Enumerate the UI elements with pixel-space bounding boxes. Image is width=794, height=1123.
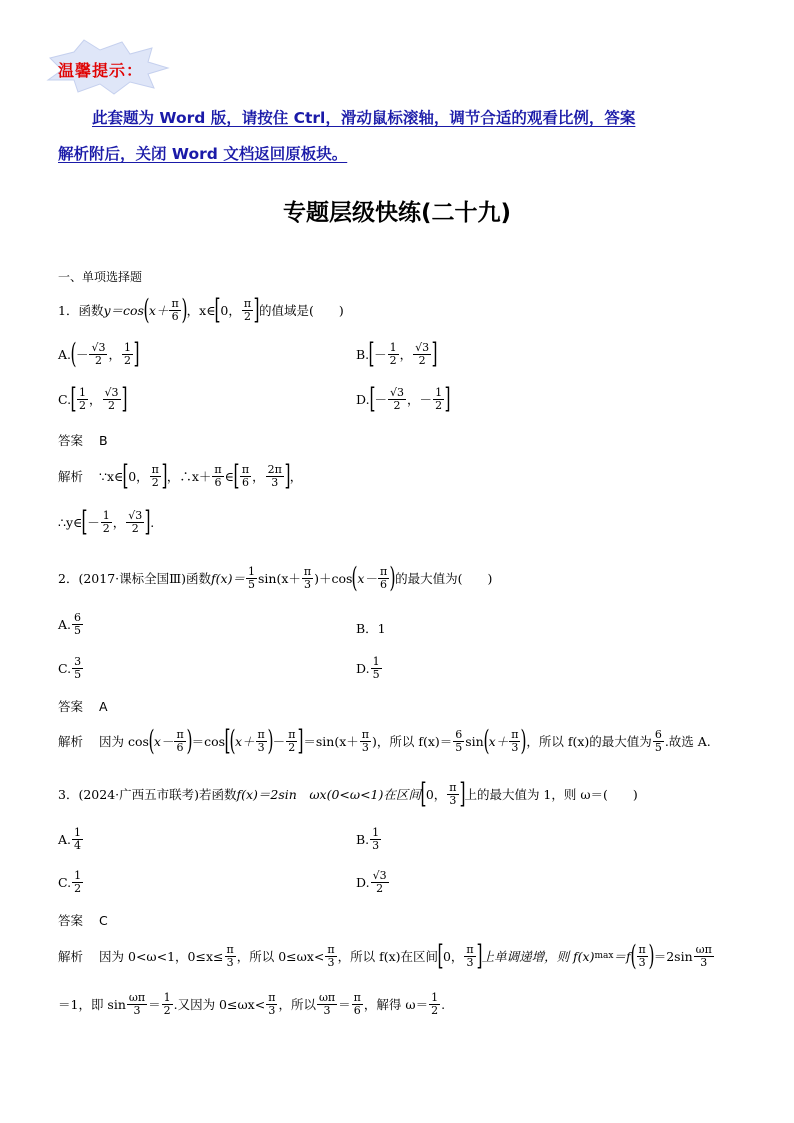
option-label: D. [356,874,370,890]
option-label: B. [356,346,370,362]
q3-option-a[interactable] [58,827,84,851]
den: 3 [372,838,380,852]
num: √3 [104,385,119,399]
den: 3 [449,793,457,807]
analysis-label: 解析 [58,469,84,484]
den: 6 [176,740,184,754]
text: ，所以 [278,997,316,1013]
fraction [317,992,337,1016]
text: . [150,514,155,530]
bracket-close: ] [253,293,260,326]
bracket-close: ] [476,939,483,972]
q2-option-c[interactable] [58,656,84,680]
section-heading: 一、单项选择题 [58,270,143,284]
text: . [441,996,446,1012]
den: 3 [466,955,474,969]
bracket-close: ] [431,337,438,370]
option-label: B．1 [356,621,386,636]
text: ＝f [613,949,631,964]
num: π [226,942,234,956]
fraction [127,992,147,1016]
option-label: D. [356,660,370,676]
answer-value: C [99,913,108,928]
text: ， [289,469,303,484]
den: 2 [79,398,87,412]
text: .故选 A. [664,734,711,749]
num: ωπ [318,991,336,1004]
q1-stem [58,293,344,326]
paren-close: ) [648,939,655,972]
q2-answer [58,697,108,715]
q1-option-b[interactable]: B. [ － $\frac{1}{2}$ ， $\frac{√3}{2}$ ] [356,337,438,370]
fraction [637,944,648,968]
paren-open: ( [148,724,155,757]
num: π [449,780,457,794]
q1-stem-text: 1．函数 [58,303,104,318]
fraction [653,729,664,753]
den: 2 [389,353,397,367]
text: ，解得 ω＝ [363,997,429,1013]
text: ，所以 f(x)在区间 [337,949,438,964]
num: π [353,991,361,1004]
num: 1 [431,991,439,1004]
num: 1 [372,655,380,668]
bracket-close: ] [133,337,140,370]
den: 3 [257,740,265,754]
bracket-open: [ [224,724,231,757]
text: ∈ [224,468,234,484]
q1-stem-domain: ，x∈ [186,303,216,318]
num: 1 [435,385,443,399]
den: 2 [131,521,139,535]
answer-label: 答案 [58,433,84,448]
fraction [266,464,284,488]
option-label: B. [356,831,370,847]
fraction [302,566,313,590]
fraction [388,387,406,411]
fraction [101,510,112,534]
q3-answer [58,911,108,929]
bracket-close: ] [297,724,304,757]
num: π [257,727,265,741]
q2-option-b[interactable] [356,619,386,637]
num: 1 [372,826,380,839]
den: 3 [271,475,279,489]
num: √3 [415,340,430,354]
fraction [212,464,223,488]
paren-close: ) [267,724,274,757]
den: 5 [74,667,82,681]
text: .又因为 0≤ωx< [173,997,266,1013]
den: 5 [455,740,463,754]
num: 1 [389,340,397,354]
num: π [288,727,296,741]
den: 5 [247,577,255,591]
den: 2 [393,398,401,412]
q1-stem-end: 的值域是( ) [259,303,344,318]
notice-line-2[interactable]: 解析附后，关闭 Word 文档返回原板块。 [58,145,348,163]
text: ＝ [338,997,351,1013]
fraction [256,729,267,753]
den: 3 [133,1003,141,1017]
num: 2π [267,462,282,476]
fraction [150,464,161,488]
text: sin(x＋ [257,571,301,586]
num: π [466,942,474,956]
den: 2 [124,353,131,367]
bracket-open: [ [81,505,88,538]
fraction [77,387,88,411]
fraction [352,992,363,1016]
fraction [388,342,399,366]
fraction [509,729,520,753]
den: 4 [74,838,82,852]
q1-stem-func: y＝cos [103,303,144,318]
text: 上单调递增，则 f(x) [481,949,595,964]
subscript-max: max [594,951,614,961]
fraction [447,782,458,806]
den: 6 [380,577,388,591]
den: 2 [151,475,159,489]
option-label: C. [58,874,72,890]
fraction [246,566,257,590]
q3-analysis-line2 [58,992,445,1016]
den: 3 [323,1003,331,1017]
fraction [225,944,236,968]
q1-analysis-line1: 解析 ∵x∈ [ 0， $\frac{\pi}{2}$ ] ，∴x＋ $\frac{\pi}{6}$ ∈ [ $\frac{\pi}{6}$ ， $\frac{2\pi}{3}$ ] ， [58,459,303,492]
option-label: A. [58,346,72,362]
fraction [240,464,251,488]
q2-option-a[interactable] [58,612,84,636]
text: ＝1，即 sin [58,997,126,1013]
bracket-open: [ [122,459,129,492]
num: 6 [654,727,662,741]
num: √3 [91,340,106,354]
den: 6 [214,475,222,489]
fraction [371,656,382,680]
fraction [453,729,464,753]
fraction [72,612,83,636]
bracket-close: ] [161,459,168,492]
bracket-open: [ [437,939,444,972]
den: 2 [435,398,443,412]
text: 0， [128,469,149,484]
fraction [325,944,336,968]
bracket-open: [ [368,337,375,370]
text: 2．(2017·课标全国Ⅲ)函数 [58,571,212,586]
den: 3 [303,577,311,591]
minus: － [374,392,388,407]
paren-close: ) [520,724,527,757]
text: )，所以 f(x)＝ [371,734,453,749]
fraction [72,656,83,680]
fraction [371,870,389,894]
paren-close: ) [389,561,396,594]
text: f(x)＝ [211,571,245,586]
den: 3 [226,955,234,969]
fraction [464,944,475,968]
num: π [241,462,250,476]
num: ωπ [695,942,712,956]
fraction [370,827,381,851]
q3-option-c[interactable] [58,870,84,894]
q2-stem [58,561,493,594]
text: ，所以 0≤ωx< [236,949,325,964]
den: 6 [241,475,249,489]
den: 2 [288,740,296,754]
text: 因为 cos [99,734,149,749]
analysis-label: 解析 [58,734,84,749]
den: 2 [108,398,116,412]
q1-option-d[interactable]: D. [ － $\frac{√3}{2}$ ， － $\frac{1}{2}$ ] [356,382,451,415]
bracket-close: ] [144,505,151,538]
q1-stem-x: x＋ [148,303,169,318]
text: ＝sin(x＋ [303,734,359,749]
fraction [429,992,440,1016]
num: π [638,942,646,956]
den: 2 [102,521,110,535]
fraction [162,992,173,1016]
den: 2 [431,1003,439,1017]
text: 0， [425,787,447,802]
den: 5 [372,667,380,681]
num: π [511,727,519,741]
bracket-close: ] [458,777,465,810]
q1-stem-zero: 0， [220,303,241,318]
q3-option-b[interactable] [356,827,382,851]
paren-open: ( [483,724,490,757]
num: π [379,564,388,578]
text: ＝ [148,997,161,1013]
num: π [151,462,159,476]
text: x＋ [488,734,509,749]
den: 3 [268,1003,276,1017]
num: 1 [247,564,255,578]
num: π [303,564,312,578]
warm-tip-label: 温馨提示： [58,61,144,80]
bracket-open: [ [214,293,221,326]
den: 2 [94,353,102,367]
fraction [174,729,185,753]
bracket-open: [ [233,459,240,492]
fraction [72,827,83,851]
page-title: 专题层级快练(二十九) [282,200,512,226]
num: 1 [74,826,82,839]
paren-open: ( [143,293,150,326]
text: ＝cos [191,734,226,749]
text: ＝2sin [653,949,693,964]
den: 2 [243,309,251,323]
text: 上的最大值为 1，则 ω＝( ) [464,787,638,802]
text: － [272,734,286,749]
answer-label: 答案 [58,913,84,928]
text: ∴y∈ [58,514,83,530]
answer-value: A [99,699,108,714]
answer-value: B [99,433,108,448]
option-label: A. [58,616,72,632]
warm-tip-badge [44,38,172,96]
option-label: D. [356,391,370,407]
fraction [413,342,431,366]
paren-close: ) [181,293,188,326]
num: √3 [390,385,405,399]
den: 3 [700,955,708,969]
minus: － [419,392,433,407]
text: 的最大值为( ) [395,571,493,586]
text: ∵x∈ [99,468,124,484]
den: 6 [171,309,179,323]
num: π [243,296,252,310]
minus: － [374,347,387,362]
notice-line-1[interactable]: 此套题为 Word 版，请按住 Ctrl，滑动鼠标滚轴，调节合适的观看比例，答案 [92,109,636,127]
num: 1 [124,340,131,354]
num: 1 [79,385,87,399]
den: 3 [327,955,335,969]
bracket-close: ] [121,382,128,415]
q2-analysis [58,724,711,757]
bracket-close: ] [284,459,291,492]
num: ωπ [128,991,146,1004]
q1-answer [58,431,108,449]
answer-label: 答案 [58,699,84,714]
num: π [268,991,276,1004]
paren-open: ( [630,939,637,972]
analysis-label: 解析 [58,949,84,964]
num: π [361,727,369,741]
num: π [176,727,184,741]
num: 6 [74,611,82,624]
bracket-close: ] [444,382,451,415]
num: 1 [74,869,82,882]
den: 3 [361,740,369,754]
fraction [103,387,121,411]
den: 3 [511,740,519,754]
minus: － [87,515,100,530]
q1-analysis-line2: ∴y∈ [ － $\frac{1}{2}$ ， $\frac{√3}{2}$ ] . [58,505,155,538]
text: 0， [442,949,464,964]
num: √3 [372,869,387,882]
den: 2 [163,1003,171,1017]
num: 1 [163,991,171,1004]
text: x－ [357,571,377,586]
text: 因为 0<ω<1，0≤x≤ [99,949,224,964]
fraction [89,342,107,366]
text: x－ [153,734,174,749]
den: 5 [654,740,662,754]
num: 1 [102,508,110,522]
den: 6 [353,1003,361,1017]
fraction [266,992,277,1016]
fraction [72,870,83,894]
minus: － [75,347,89,362]
text: x＋ [234,734,255,749]
text: ，所以 f(x)的最大值为 [526,734,652,749]
q1-option-a[interactable]: A. ( － $\frac{√3}{2}$ ， $\frac{1}{2}$ ] [58,337,140,370]
paren-open: ( [70,337,77,370]
q3-stem [58,777,638,810]
paren-open: ( [351,561,358,594]
text: sin [465,733,484,749]
text: 3．(2024·广西五市联考)若函数 [58,787,237,802]
den: 3 [638,955,646,969]
text: ，∴x＋ [166,469,212,484]
word-notice[interactable] [58,100,748,172]
fraction [694,944,714,968]
paren-open: ( [229,724,236,757]
num: π [214,462,222,476]
q3-analysis-line1 [58,939,715,972]
text: )＋cos [314,571,353,586]
text: f(x)＝2sin ωx(0<ω<1)在区间 [236,787,421,802]
num: π [171,296,179,310]
bracket-open: [ [420,777,427,810]
option-label: A. [58,831,72,847]
fraction [433,387,444,411]
fraction [122,342,133,366]
den: 5 [74,623,82,637]
bracket-open: [ [369,382,376,415]
num: √3 [128,508,143,522]
q3-option-d[interactable] [356,870,390,894]
fraction [286,729,297,753]
den: 2 [376,881,384,895]
num: π [327,942,335,956]
option-label: C. [58,391,72,407]
option-label: C. [58,660,72,676]
num: 3 [74,655,82,668]
paren-close: ) [186,724,193,757]
den: 2 [418,353,426,367]
bracket-open: [ [70,382,77,415]
fraction [360,729,371,753]
fraction [378,566,389,590]
fraction [169,298,180,322]
q2-option-d[interactable] [356,656,383,680]
num: 6 [455,727,463,741]
fraction [126,510,144,534]
fraction [242,298,253,322]
q1-option-c[interactable]: C. [ $\frac{1}{2}$ ， $\frac{√3}{2}$ ] [58,382,128,415]
den: 2 [74,881,82,895]
